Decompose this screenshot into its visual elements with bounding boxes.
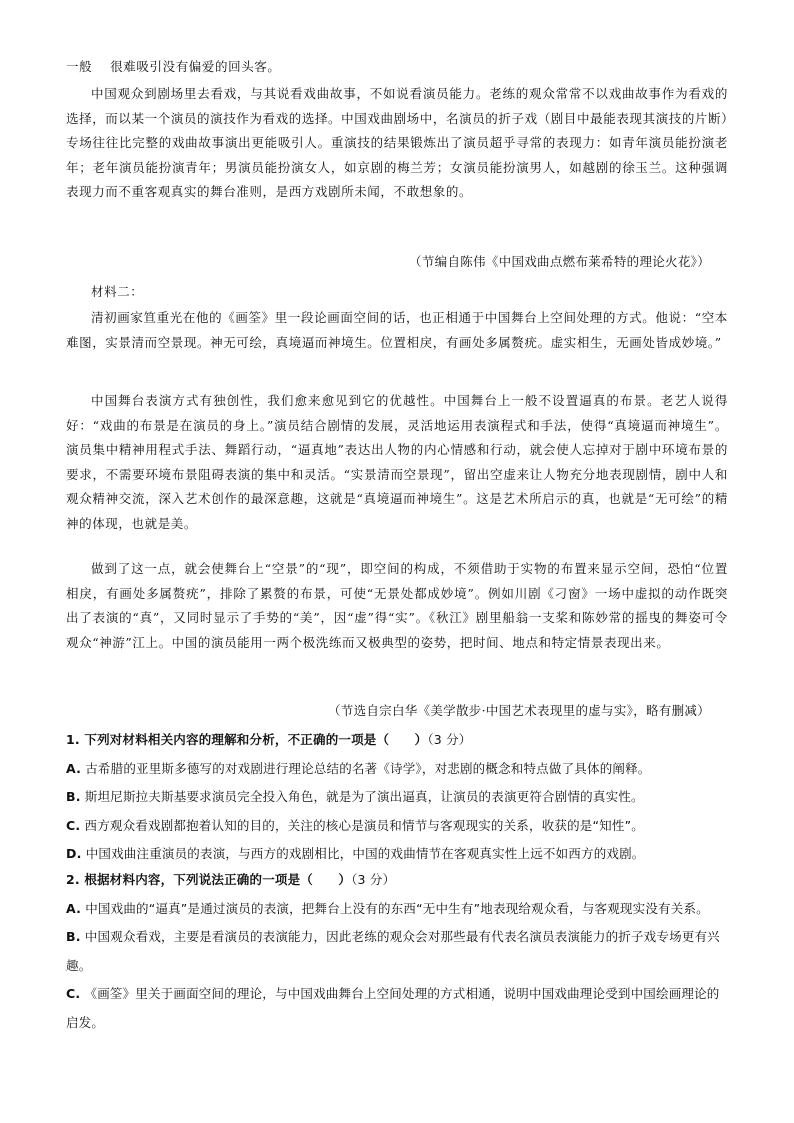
question-stem: 1. 下列对材料相关内容的理解和分析，不正确的一项是（ ）（3 分） [66, 732, 472, 747]
material2-source: （节选自宗白华《美学散步·中国艺术表现里的虚与实》，略有删减） [327, 703, 710, 718]
continuation-prefix: 一般 [66, 59, 93, 74]
option-item: D. 中国戏曲注重演员的表演，与西方的戏剧相比，中国的戏曲情节在客观真实性上远不如西方的戏剧。 [66, 846, 645, 861]
continuation-text: 很难吸引没有偏爱的回头客。 [110, 59, 281, 74]
option-item: A. 古希腊的亚里斯多德写的对戏剧进行理论总结的名著《诗学》，对悲剧的概念和特点做了具体的阐释。 [66, 760, 651, 776]
material2-paragraph-1: 清初画家笪重光在他的《画筌》里一段论画面空间的话，也正相通于中国舞台上空间处理的方式。他说：“空本难图，实景清而空景现。神无可绘，真境逼而神境生。位置相戾，有画处多属赘疣。虚实相生，无画处皆成妙境。” [66, 310, 728, 350]
question-2 [66, 866, 730, 1037]
option-item: C. 西方观众看戏剧都抱着认知的目的，关注的核心是演员和情节与客观现实的关系，收获的是“知性”。 [66, 817, 644, 833]
question-stem: 2. 根据材料内容，下列说法正确的一项是（ ）（3 分） [66, 872, 396, 887]
option-item: A. 中国戏曲的“逼真”是通过演员的表演，把舞台上没有的东西“无中生有”地表现给观众看，与客观现实没有关系。 [66, 900, 709, 916]
material1-source: （节编自陈伟《中国戏曲点燃布莱希特的理论火花》） [409, 254, 710, 269]
material2-title: 材料二： [91, 284, 144, 299]
material2-paragraph-3: 做到了这一点，就会使舞台上“空景”的“现”，即空间的构成，不须借助于实物的布置来显示空间，恐怕“位置相戾，有画处多属赘疣”，排除了累赘的布景，可使“无景处都成妙境”。例如川剧《刁窗》一场中虚拟的动作既突出了表演的“真”，又同时显示了手势的“美”，因“虚”得“实”。《秋江》剧里船翁一支桨和陈妙常的摇曳的舞姿可令观众“神游”江上。中国的演员能用一两个极洗练而又极典型的姿势，把时间、地点和特定情景表现出来。 [66, 561, 728, 650]
material1-continuation [66, 55, 728, 80]
question-score: （3 分） [427, 732, 472, 747]
question-1 [66, 726, 730, 869]
material1-paragraph: 中国观众到剧场里去看戏，与其说看戏曲故事，不如说看演员能力。老练的观众常常不以戏曲故事作为看戏的选择，而以某一个演员的演技作为看戏的选择。中国戏曲剧场中，名演员的折子戏（剧目中最能表现其演技的片断）专场往往比完整的戏曲故事演出更能吸引人。重演技的结果锻炼出了演员超乎寻常的表现力：如青年演员能扮演老年；老年演员能扮演青年；男演员能扮演女人，如京剧的梅兰芳；女演员能扮演男人，如越剧的徐玉兰。这种强调表现力而不重客观真实的舞台准则，是西方戏剧所未闻，不敢想象的。 [66, 86, 728, 199]
option-item: B. 斯坦尼斯拉夫斯基要求演员完全投入角色，就是为了演出逼真，让演员的表演更符合剧情的真实性。 [66, 789, 644, 804]
question-score: （3 分） [351, 872, 396, 887]
material2-paragraph-2: 中国舞台表演方式有独创性，我们愈来愈见到它的优越性。中国舞台上一般不设置逼真的布景。老艺人说得好：“戏曲的布景是在演员的身上。”演员结合剧情的发展，灵活地运用表演程式和手法，使得“真境逼而神境生”。演员集中精神用程式手法、舞蹈行动，“逼真地”表达出人物的内心情感和行动，就会使人忘掉对于剧中环境布景的要求，不需要环境布景阻碍表演的集中和灵活。“实景清而空景现”，留出空虚来让人物充分地表现剧情，剧中人和观众精神交流，深入艺术创作的最深意趣，这就是“真境逼而神境生”。这是艺术所启示的真，也就是“无可绘”的精神的体现，也就是美。 [66, 393, 728, 531]
option-item: B. 中国观众看戏，主要是看演员的表演能力，因此老练的观众会对那些最有代表名演员表演能力的折子戏专场更有兴趣。 [66, 929, 720, 973]
option-item: C. 《画筌》里关于画面空间的理论，与中国戏曲舞台上空间处理的方式相通，说明中国戏曲理论受到中国绘画理论的启发。 [66, 986, 720, 1030]
